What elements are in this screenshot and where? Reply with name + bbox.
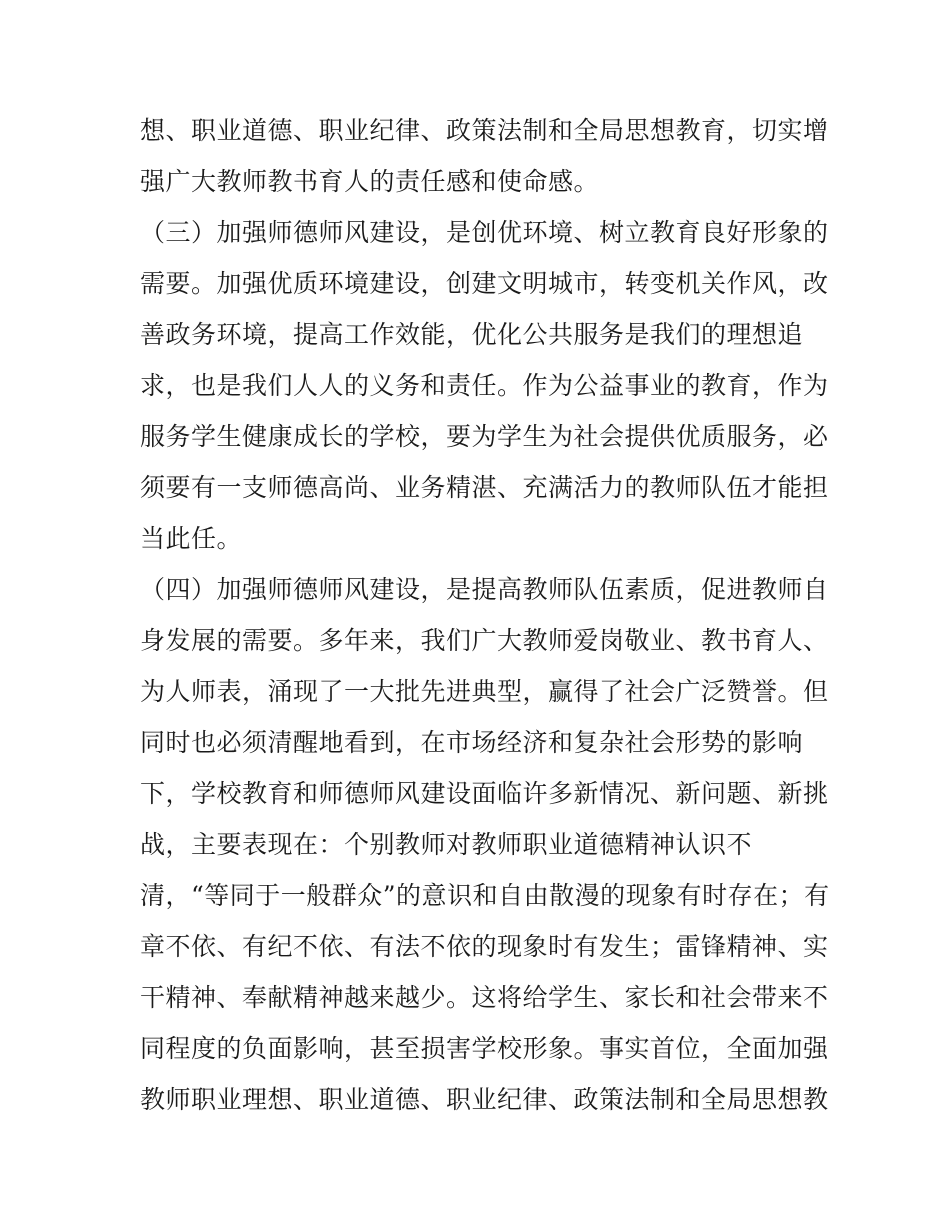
text-line: （四）加强师德师风建设，是提高教师队伍素质，促进教师自 bbox=[140, 575, 829, 604]
text-line: 想、职业道德、职业纪律、政策法制和全局思想教育，切实增 bbox=[140, 116, 829, 145]
text-line: 须要有一支师德高尚、业务精湛、充满活力的教师队伍才能担 bbox=[140, 473, 829, 502]
text-line: 下，学校教育和师德师风建设面临许多新情况、新问题、新挑 bbox=[140, 779, 829, 808]
text-line: 强广大教师教书育人的责任感和使命感。 bbox=[140, 167, 600, 196]
text-line: 身发展的需要。多年来，我们广大教师爱岗敬业、教书育人、 bbox=[140, 626, 829, 655]
text-line: 教师职业理想、职业道德、职业纪律、政策法制和全局思想教 bbox=[140, 1085, 829, 1114]
text-line: 服务学生健康成长的学校，要为学生为社会提供优质服务，必 bbox=[140, 422, 829, 451]
text-line: 战，主要表现在：个别教师对教师职业道德精神认识不 bbox=[140, 830, 753, 859]
text-line: 当此任。 bbox=[140, 524, 243, 553]
text-line: 求，也是我们人人的义务和责任。作为公益事业的教育，作为 bbox=[140, 371, 829, 400]
text-line: 为人师表，涌现了一大批先进典型，赢得了社会广泛赞誉。但 bbox=[140, 677, 829, 706]
body-text bbox=[140, 105, 830, 1125]
text-line: （三）加强师德师风建设，是创优环境、树立教育良好形象的 bbox=[140, 218, 829, 247]
text-line: 章不依、有纪不依、有法不依的现象时有发生；雷锋精神、实 bbox=[140, 932, 829, 961]
text-line: 干精神、奉献精神越来越少。这将给学生、家长和社会带来不 bbox=[140, 983, 829, 1012]
text-line: 需要。加强优质环境建设，创建文明城市，转变机关作风，改 bbox=[140, 269, 829, 298]
text-line: 同时也必须清醒地看到，在市场经济和复杂社会形势的影响 bbox=[140, 728, 804, 757]
text-line: 同程度的负面影响，甚至损害学校形象。事实首位，全面加强 bbox=[140, 1034, 829, 1063]
text-line: 善政务环境，提高工作效能，优化公共服务是我们的理想追 bbox=[140, 320, 804, 349]
text-line: 清，“等同于一般群众”的意识和自由散漫的现象有时存在；有 bbox=[140, 881, 830, 910]
